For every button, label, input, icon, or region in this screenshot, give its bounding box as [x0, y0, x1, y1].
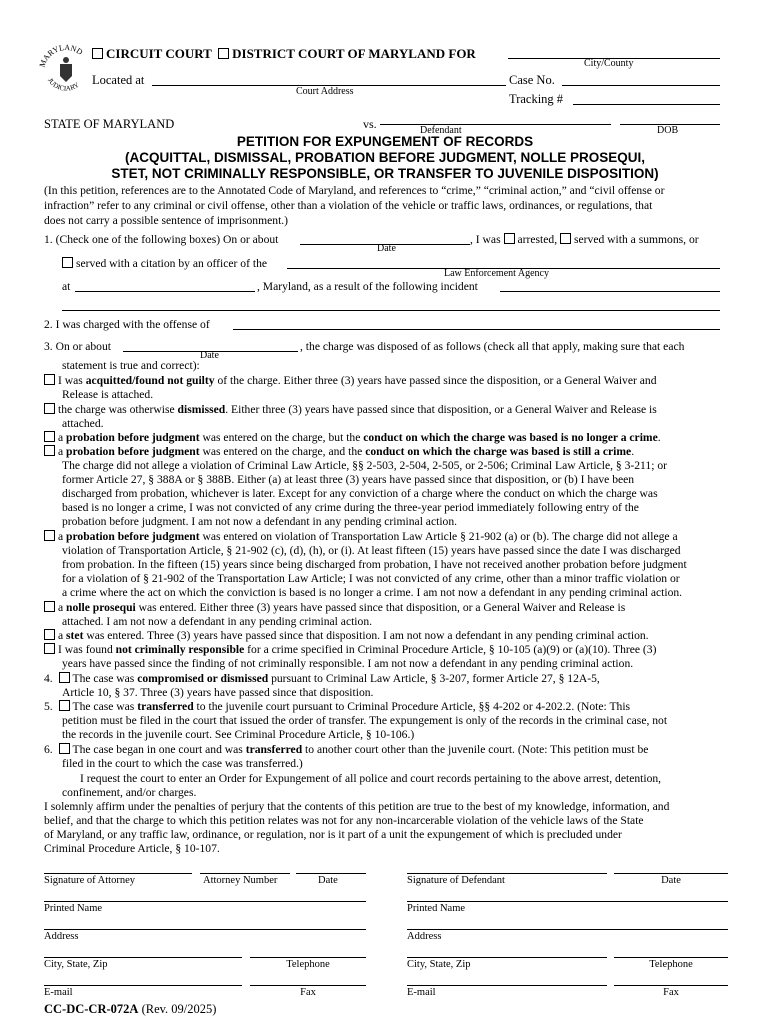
request-line-2: confinement, and/or charges. [62, 786, 197, 799]
affirm-line-2: belief, and that the charge to which this petition relates was not for any non-incarcerable violation of the vehicle laws of the State [44, 814, 644, 827]
attorney-date-label: Date [318, 875, 338, 886]
defendant-date-label: Date [661, 875, 681, 886]
pbj3-line-1: violation of Transportation Article, § 21-902 (c), (d), (h), or (i). At least fifteen (15) years have passed since the date I was discharged [62, 544, 681, 557]
affirm-line-3: of Maryland, or any traffic law, ordinance, or regulation, nor is it part of a unit the expungement of which is precluded under [44, 828, 622, 841]
defendant-telephone-label: Telephone [649, 959, 693, 970]
attorney-city-label: City, State, Zip [44, 959, 108, 970]
option-pbj-transportation: a probation before judgment was entered on violation of Transportation Law Article § 21-902 (a) or (b). The charge did not allege a [44, 530, 678, 544]
attorney-printed-name-field[interactable] [44, 901, 366, 914]
defendant-city-field[interactable] [407, 957, 607, 970]
option-dismissed-cont: attached. [62, 417, 104, 430]
attorney-fax-field[interactable] [250, 985, 366, 998]
option-pbj-still-crime: a probation before judgment was entered on the charge, and the conduct on which the charge was based is still a crime. [44, 445, 634, 459]
intro-line-1: (In this petition, references are to the Annotated Code of Maryland, and references to “crime,” “criminal action,” and “civil offense or [44, 184, 665, 197]
request-line-1: I request the court to enter an Order for Expungement of all police and court records pertaining to the above arrest, detention, [80, 772, 662, 785]
circuit-court-checkbox[interactable] [92, 48, 103, 59]
item5: 5. The case was transferred to the juvenile court pursuant to Criminal Procedure Article, §§ 4-202 or 4-202.2. (Note: This [44, 700, 631, 713]
arrested-checkbox[interactable] [504, 233, 515, 244]
ncr-checkbox[interactable] [44, 643, 55, 654]
item1-lead: 1. (Check one of the following boxes) On or about [44, 233, 279, 246]
defendant-city-label: City, State, Zip [407, 959, 471, 970]
incident-description-field[interactable] [500, 291, 720, 292]
form-footer [44, 1002, 216, 1017]
pbj3-line-4: a crime where the act on which the conviction is based is no longer a crime. I am not now a defendant in any pending criminal action. [62, 586, 683, 599]
acquitted-checkbox[interactable] [44, 374, 55, 385]
case-no-field[interactable] [562, 85, 720, 86]
transferred-other-checkbox[interactable] [59, 743, 70, 754]
defendant-telephone-field[interactable] [614, 957, 728, 970]
option-nolle-prosequi: a nolle prosequi was entered. Either three (3) years have passed since that disposition, or a General Waiver and Release is [44, 601, 625, 615]
pbj2-line-1: The charge did not allege a violation of Criminal Law Article, §§ 2-503, 2-504, 2-505, or 2-506; Criminal Law Article, § 3-211; or [62, 459, 667, 472]
form-title: PETITION FOR EXPUNGEMENT OF RECORDS [236, 134, 534, 149]
incident-location-field[interactable] [75, 291, 255, 292]
item6: 6. The case began in one court and was transferred to another court other than the juvenile court. (Note: This petition must be [44, 743, 649, 756]
defendant-fax-label: Fax [663, 987, 679, 998]
maryland-judiciary-seal [38, 42, 94, 98]
pbj3-line-2: from probation. In the fifteen (15) years since being discharged from probation, I have not received another probation before judgment [62, 558, 687, 571]
defendant-printed-name-field[interactable] [407, 901, 728, 914]
intro-line-2: infraction” refer to any criminal or civil offense, other than a violation of the vehicle or traffic laws, ordinances, or regulations, that [44, 199, 653, 212]
pbj3-line-3: for a violation of § 21-902 of the Transportation Law Article; I was not convicted of any crime, other than a minor traffic violation or [62, 572, 680, 585]
affirm-line-1: I solemnly affirm under the penalties of perjury that the contents of this petition are true to the best of my knowledge, information, and [44, 800, 670, 813]
defendant-address-field[interactable] [407, 929, 728, 942]
defendant-field[interactable] [380, 124, 611, 125]
defendant-fax-field[interactable] [614, 985, 728, 998]
attorney-signature-field[interactable] [44, 873, 192, 886]
defendant-signature-field[interactable] [407, 873, 607, 886]
attorney-telephone-label: Telephone [286, 959, 330, 970]
dob-caption: DOB [657, 125, 679, 136]
defendant-printed-name-label: Printed Name [407, 903, 466, 914]
court-address-caption: Court Address [296, 86, 354, 97]
item3-lead: 3. On or about [44, 340, 111, 353]
nolle-prosequi-checkbox[interactable] [44, 601, 55, 612]
incident-description-field-2[interactable] [62, 310, 720, 311]
compromised-checkbox[interactable] [59, 672, 70, 683]
summons-checkbox[interactable] [560, 233, 571, 244]
disposition-date-caption: Date [200, 350, 219, 361]
seal-bottom-text: JUDICIARY [45, 76, 81, 93]
court-selection-row [92, 46, 476, 62]
attorney-email-label: E-mail [44, 987, 73, 998]
item5-cont-2: the records in the juvenile court. See Criminal Procedure Article, § 10-106.) [62, 728, 415, 741]
attorney-address-field[interactable] [44, 929, 366, 942]
defendant-caption: Defendant [420, 125, 462, 136]
item6-cont: filed in the court to which the case was transferred.) [62, 757, 303, 770]
maryland-incident-text: , Maryland, as a result of the following incident [257, 280, 478, 293]
option-acquitted: I was acquitted/found not guilty of the charge. Either three (3) years have passed since the disposition, or a General Waiver and [44, 374, 657, 388]
item2-text: 2. I was charged with the offense of [44, 318, 210, 331]
pbj2-line-3: discharged from probation, whichever is later. Except for any conviction of a charge where the conduct on which the charge was [62, 487, 658, 500]
pbj2-line-4: based is no longer a crime, I was not convicted of any crime during the three-year period immediately following entry of the [62, 501, 639, 514]
dismissed-checkbox[interactable] [44, 403, 55, 414]
pbj2-line-2: former Article 27, § 388A or § 388B. Either (a) at least three (3) years have passed since that disposition, or (b) I have been [62, 473, 635, 486]
item3-rest: , the charge was disposed of as follows (check all that apply, making sure that each [300, 340, 685, 353]
offense-field[interactable] [233, 329, 720, 330]
pbj-still-crime-checkbox[interactable] [44, 445, 55, 456]
pbj-no-longer-crime-checkbox[interactable] [44, 431, 55, 442]
stet-checkbox[interactable] [44, 629, 55, 640]
at-label: at [62, 280, 71, 293]
attorney-city-field[interactable] [44, 957, 242, 970]
arrested-label: arrested, [517, 233, 558, 246]
defendant-email-field[interactable] [407, 985, 607, 998]
nolle-cont: attached. I am not now a defendant in any pending criminal action. [62, 615, 373, 628]
affirm-line-4: Criminal Procedure Article, § 10-107. [44, 842, 220, 855]
attorney-number-field[interactable] [200, 873, 290, 886]
item1-options [470, 233, 699, 247]
form-subtitle-2: STET, NOT CRIMINALLY RESPONSIBLE, OR TRANSFER TO JUVENILE DISPOSITION) [111, 166, 659, 181]
district-court-label: DISTRICT COURT OF MARYLAND FOR [232, 46, 476, 61]
tracking-label: Tracking # [509, 92, 564, 106]
citation-label: served with a citation by an officer of the [76, 257, 268, 270]
attorney-number-label: Attorney Number [203, 875, 278, 886]
attorney-date-field[interactable] [296, 873, 366, 886]
form-revision: (Rev. 09/2025) [141, 1002, 217, 1016]
attorney-signature-label: Signature of Attorney [44, 875, 135, 886]
summons-label: served with a summons, or [574, 233, 699, 246]
attorney-email-field[interactable] [44, 985, 242, 998]
incident-date-caption: Date [377, 243, 396, 254]
ncr-cont: years have passed since the finding of not criminally responsible. I am not now a defendant in any pending criminal action. [62, 657, 634, 670]
agency-caption: Law Enforcement Agency [444, 268, 549, 279]
seal-top-text: MARYLAND [38, 42, 85, 69]
item3-line2: statement is true and correct): [62, 359, 200, 372]
tracking-field[interactable] [573, 104, 720, 105]
pbj2-line-5: probation before judgment. I am not now a defendant in any pending criminal action. [62, 515, 458, 528]
case-no-label: Case No. [509, 73, 555, 87]
attorney-telephone-field[interactable] [250, 957, 366, 970]
option-stet: a stet was entered. Three (3) years have passed since that disposition. I am not now a defendant in any pending criminal action. [44, 629, 649, 643]
pbj-transportation-checkbox[interactable] [44, 530, 55, 541]
item4: 4. The case was compromised or dismissed pursuant to Criminal Law Article, § 3-207, former Article 27, § 12A-5, [44, 672, 600, 685]
option-dismissed: the charge was otherwise dismissed. Either three (3) years have passed since that disposition, or a General Waiver and Release is [44, 403, 657, 417]
item5-cont-1: petition must be filed in the court that issued the order of transfer. The expungement is only of the records in the criminal case, not [62, 714, 668, 727]
intro-line-3: does not carry a possible sentence of imprisonment.) [44, 214, 289, 227]
district-court-checkbox[interactable] [218, 48, 229, 59]
circuit-court-label: CIRCUIT COURT [106, 46, 212, 61]
option-not-criminally-responsible: I was found not criminally responsible for a crime specified in Criminal Procedure Article, § 10-105 (a)(9) or (a)(10). Three (3) [44, 643, 656, 657]
citation-row [62, 257, 267, 271]
item4-cont: Article 10, § 37. Three (3) years have passed since that disposition. [62, 686, 374, 699]
attorney-fax-label: Fax [300, 987, 316, 998]
city-county-caption: City/County [584, 58, 634, 69]
vs-label: vs. [363, 117, 377, 131]
i-was-text: , I was [470, 233, 501, 246]
located-at-label: Located at [92, 73, 145, 87]
defendant-signature-label: Signature of Defendant [407, 875, 505, 886]
option-acquitted-cont: Release is attached. [62, 388, 154, 401]
option-pbj-no-longer-crime: a probation before judgment was entered on the charge, but the conduct on which the charge was based is no longer a crime. [44, 431, 661, 445]
attorney-printed-name-label: Printed Name [44, 903, 103, 914]
attorney-address-label: Address [44, 931, 79, 942]
transferred-juvenile-checkbox[interactable] [59, 700, 70, 711]
defendant-address-label: Address [407, 931, 442, 942]
defendant-email-label: E-mail [407, 987, 436, 998]
defendant-date-field[interactable] [614, 873, 728, 886]
citation-checkbox[interactable] [62, 257, 73, 268]
form-id: CC-DC-CR-072A [44, 1002, 139, 1016]
form-subtitle-1: (ACQUITTAL, DISMISSAL, PROBATION BEFORE JUDGMENT, NOLLE PROSEQUI, [124, 150, 645, 165]
state-label: STATE OF MARYLAND [44, 117, 175, 131]
